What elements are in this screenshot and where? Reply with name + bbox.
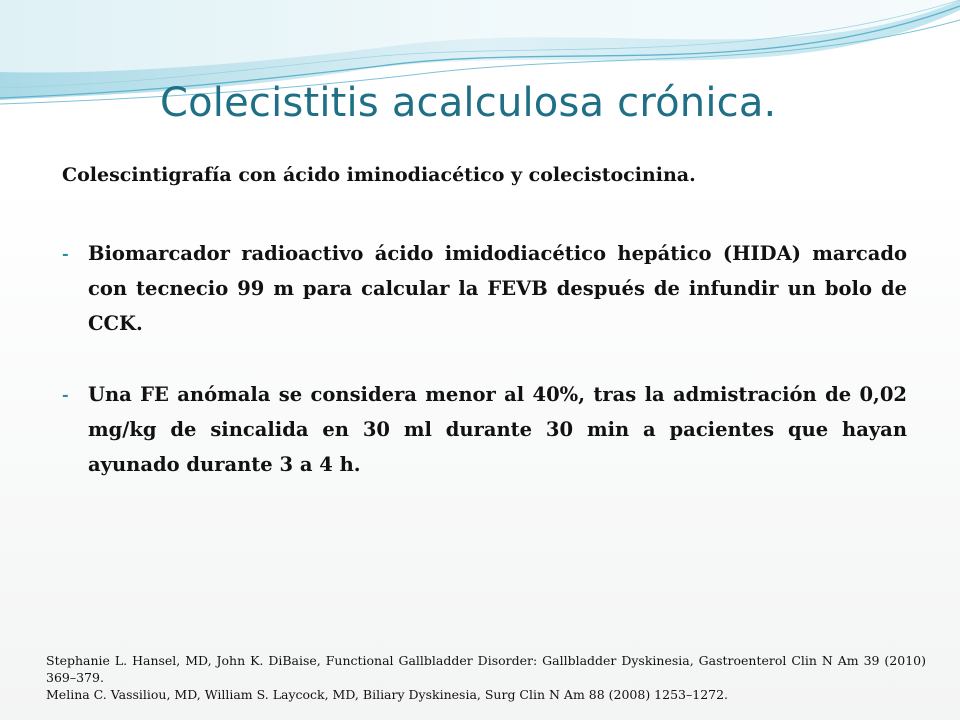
slide-subtitle: Colescintigrafía con ácido iminodiacético y colecistocinina. — [62, 164, 696, 186]
bullet-text: Biomarcador radioactivo ácido imidodiacético hepático (HIDA) marcado con tecnecio 99 m para calcular la FEVB después de infundir un bolo de CCK. — [88, 242, 907, 335]
reference-item: Stephanie L. Hansel, MD, John K. DiBaise, Functional Gallbladder Disorder: Gallbladder Dyskinesia, Gastroenterol Clin N Am 39 (2010) 369–379. — [46, 653, 926, 685]
bullet-dash: - — [62, 385, 69, 404]
bullet-list — [62, 236, 907, 518]
reference-item: Melina C. Vassiliou, MD, William S. Laycock, MD, Biliary Dyskinesia, Surg Clin N Am 88 (2008) 1253–1272. — [46, 687, 729, 702]
references — [46, 652, 926, 703]
bullet-dash: - — [62, 244, 69, 263]
bullet-item — [62, 377, 907, 482]
bullet-item — [62, 236, 907, 341]
slide-title: Colecistitis acalculosa crónica. — [160, 80, 777, 126]
bullet-text: Una FE anómala se considera menor al 40%, tras la admistración de 0,02 mg/kg de sincalida en 30 ml durante 30 min a pacientes que hayan ayunado durante 3 a 4 h. — [88, 383, 907, 476]
